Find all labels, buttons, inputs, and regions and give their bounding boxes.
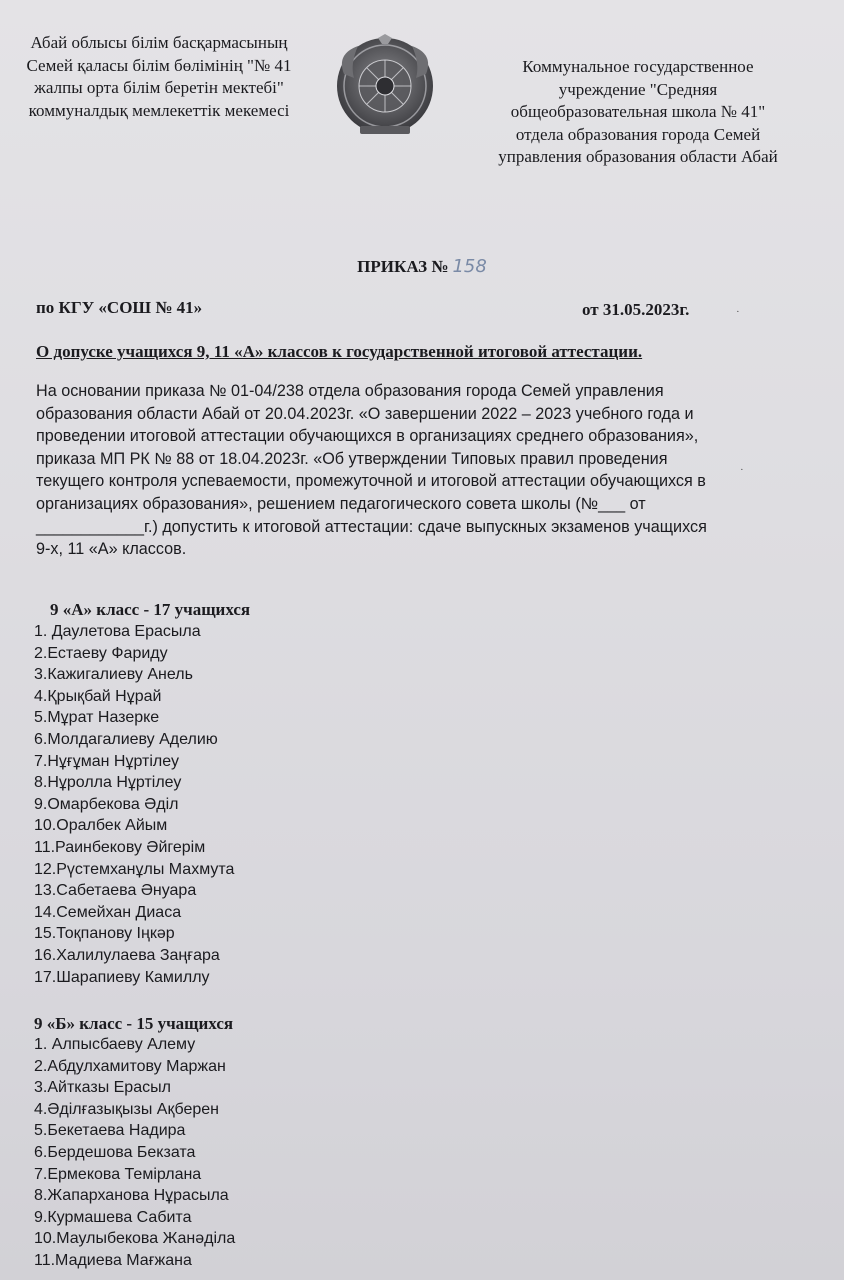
body-line: На основании приказа № 01-04/238 отдела образования города Семей управления [36,382,664,400]
header-right-line: Коммунальное государственное [522,57,754,76]
header-right-line: управления образования области Абай [498,147,778,166]
header-left-kazakh [4,32,314,122]
order-title [0,256,844,277]
list-item: 9.Омарбекова Әділ [34,795,179,813]
order-subject: О допуске учащихся 9, 11 «А» классов к государственной итоговой аттестации. [36,342,643,361]
list-item: 5.Мұрат Назерке [34,709,160,727]
list-item: 9.Курмашева Сабита [34,1208,192,1226]
order-issuer: по КГУ «СОШ № 41» [36,298,203,317]
list-item: 7.Ермекова Темірлана [34,1165,202,1183]
class-9a-heading: 9 «А» класс - 17 учащихся [50,600,251,619]
paper-speck: · [740,464,744,476]
class-9a-student-list [34,621,234,988]
list-item: 4.Әділғазықызы Ақберен [34,1100,219,1118]
order-date: от 31.05.2023г. [582,300,690,319]
list-item: 17.Шарапиеву Камиллу [34,968,210,986]
body-line: организациях образования», решением педагогического совета школы (№___ от [36,494,646,513]
header-left-line: Семей қаласы білім бөлімінің "№ 41 [26,55,292,75]
list-item: 1. Алпысбаеву Алему [34,1036,196,1053]
body-line: образования области Абай от 20.04.2023г. «О завершении 2022 – 2023 учебного года и [36,404,694,423]
body-line: текущего контроля успеваемости, промежуточной и итоговой аттестации обучающихся в [36,472,706,491]
paper-speck: · [736,306,740,318]
class-9b-student-list [34,1034,235,1272]
header-right-russian [478,56,798,169]
kazakhstan-state-emblem-icon [332,34,438,142]
list-item: 8.Нұролла Нұртілеу [34,774,182,792]
header-right-line: отдела образования города Семей [515,124,761,144]
list-item: 1. Даулетова Ерасыла [34,623,201,640]
body-line: приказа МП РК № 88 от 18.04.2023г. «Об утверждении Типовых правил проведения [36,449,668,468]
list-item: 11.Мадиева Мағжана [34,1251,192,1269]
list-item: 11.Раинбекову Әйгерім [34,838,206,856]
body-line: ____________г.) допустить к итоговой аттестации: сдаче выпускных экзаменов учащихся [36,517,707,536]
list-item: 7.Нұғұман Нұртілеу [34,752,179,770]
list-item: 13.Сабетаева Әнуара [34,882,197,900]
list-item: 4.Қрықбай Нұрай [34,687,162,705]
order-title-text: ПРИКАЗ № [357,257,449,276]
list-item: 2.Естаеву Фариду [34,644,168,662]
list-item: 8.Жапарханова Нұрасыла [34,1187,229,1205]
list-item: 5.Бекетаева Надира [34,1122,186,1140]
list-item: 3.Кажигалиеву Анель [34,666,193,684]
list-item: 10.Маулыбекова Жанәділа [34,1230,236,1248]
list-item: 10.Оралбек Айым [34,817,168,835]
list-item: 15.Тоқпанову Іңкәр [34,925,175,943]
body-line: проведении итоговой аттестации обучающихся в организациях среднего образования», [36,427,699,446]
list-item: 6.Молдагалиеву Аделию [34,730,218,748]
header-left-line: коммуналдық мемлекеттік мекемесі [28,100,290,120]
class-9b-heading: 9 «Б» класс - 15 учащихся [34,1014,234,1033]
list-item: 3.Айтказы Ерасыл [34,1079,171,1097]
body-line: 9-х, 11 «А» классов. [36,540,187,559]
list-item: 2.Абдулхамитову Маржан [34,1057,226,1075]
header-left-line: Абай облысы білім басқармасының [30,33,288,52]
list-item: 12.Рүстемханұлы Махмута [34,860,235,878]
list-item: 16.Халилулаева Заңғара [34,946,220,964]
order-body [36,380,836,561]
header-left-line: жалпы орта білім беретін мектебі" [34,78,284,97]
list-item: 6.Бердешова Бекзата [34,1143,196,1161]
header-right-line: общеобразовательная школа № 41" [510,102,766,121]
order-number-handwritten: 158 [452,256,487,277]
list-item: 14.Семейхан Диаса [34,903,182,921]
header-right-line: учреждение "Средняя [558,79,718,99]
